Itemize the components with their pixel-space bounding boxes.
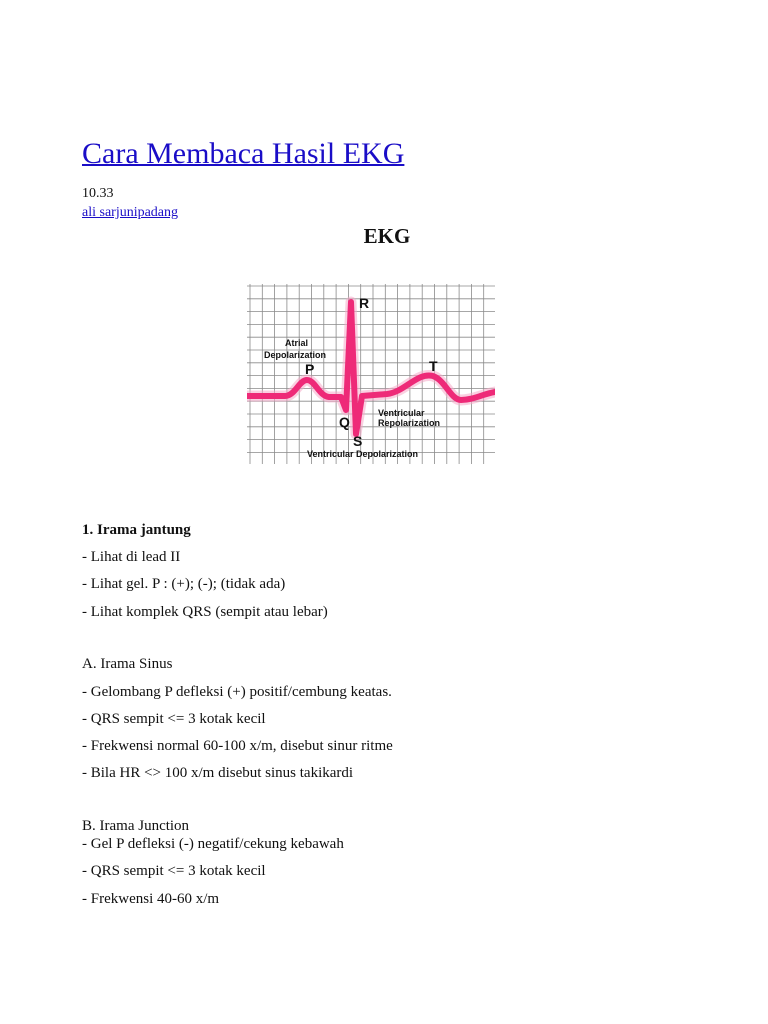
author-link[interactable]: ali sarjunipadang (82, 205, 179, 220)
list-item: - Lihat gel. P : (+); (-); (tidak ada) (82, 576, 286, 592)
list-item: - Frekwensi 40-60 x/m (82, 891, 220, 907)
list-item: - Bila HR <> 100 x/m disebut sinus takikardi (82, 765, 354, 781)
ekg-diagram (247, 284, 495, 464)
label-p: P (305, 361, 315, 377)
list-item: - Gel P defleksi (-) negatif/cekung kebawah (82, 836, 344, 852)
post-title-link[interactable]: Cara Membaca Hasil EKG (82, 137, 405, 170)
label-s: S (353, 433, 363, 449)
heading-irama-sinus: A. Irama Sinus (82, 656, 173, 672)
label-ventricular: Ventricular (378, 408, 425, 418)
list-item: - Lihat komplek QRS (sempit atau lebar) (82, 604, 328, 620)
label-atrial: Atrial (285, 338, 309, 348)
list-item: - Lihat di lead II (82, 549, 181, 565)
label-depolarization: Depolarization (264, 350, 327, 360)
list-item: - Frekwensi normal 60-100 x/m, disebut sinur ritme (82, 738, 393, 754)
heading-irama-jantung: 1. Irama jantung (82, 522, 191, 538)
list-item: - Gelombang P defleksi (+) positif/cembung keatas. (82, 684, 392, 700)
label-ventricular-depolarization: Ventricular Depolarization (307, 449, 419, 459)
label-r: R (359, 295, 370, 311)
label-t: T (429, 358, 438, 374)
list-item: - QRS sempit <= 3 kotak kecil (82, 711, 266, 727)
heading-irama-junction: B. Irama Junction (82, 818, 190, 834)
figure-heading: EKG (363, 224, 411, 248)
ekg-grid-background (247, 284, 495, 464)
ekg-diagram-svg (247, 284, 495, 464)
list-item: - QRS sempit <= 3 kotak kecil (82, 863, 266, 879)
post-timestamp: 10.33 (82, 186, 114, 201)
label-q: Q (339, 414, 350, 430)
label-repolarization: Repolarization (378, 418, 441, 428)
